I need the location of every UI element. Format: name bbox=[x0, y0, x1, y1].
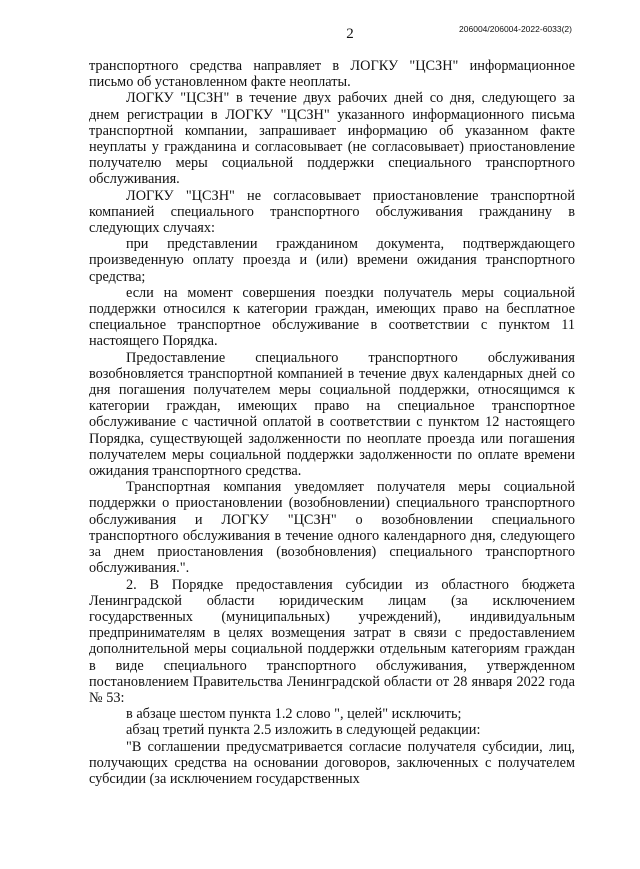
paragraph-9: в абзаце шестом пункта 1.2 слово ", целей" исключить; bbox=[126, 706, 462, 723]
paragraph-5: если на момент совершения поездки получатель меры социальной поддержки относился к категории граждан, имеющих право на бесплатное специальное транспортное обслуживание в соответствии с пунктом 11 настоящего Порядка. bbox=[89, 284, 575, 350]
paragraph-1: транспортного средства направляет в ЛОГКУ "ЦСЗН" информационное письмо об установленном факте неоплаты. bbox=[89, 58, 575, 91]
paragraph-7: Транспортная компания уведомляет получателя меры социальной поддержки о приостановлении (возобновлении) специального транспортного обслуживания и ЛОГКУ "ЦСЗН" о возобновлении специального транспортного обслуживания в течение одного календарного дня, следующего за днем приостановления (возобновления) специального транспортного обслуживания.". bbox=[89, 479, 575, 577]
document-body bbox=[89, 58, 575, 787]
paragraph-10: абзац третий пункта 2.5 изложить в следующей редакции: bbox=[126, 722, 481, 739]
paragraph-11: "В соглашении предусматривается согласие получателя субсидии, лиц, получающих средства на основании договоров, заключенных с получателем субсидии (за исключением государственных bbox=[89, 738, 575, 787]
document-id: 206004/206004-2022-6033(2) bbox=[459, 24, 572, 34]
page-number: 2 bbox=[346, 26, 354, 42]
paragraph-6: Предоставление специального транспортного обслуживания возобновляется транспортной компанией в течение двух календарных дней со дня погашения получателем меры социальной поддержки, относящимся к категории граждан, имеющих право на специальное транспортное обслуживание с частичной оплатой в соответствии с пунктом 12 настоящего Порядка, существующей задолженности по неоплате проезда или погашения получателем меры социальной поддержки задолженности по оплате времени ожидания транспортного средства. bbox=[89, 349, 575, 480]
paragraph-4: при представлении гражданином документа, подтверждающего произведенную оплату проезда и (или) времени ожидания транспортного средства; bbox=[89, 236, 575, 285]
paragraph-8: 2. В Порядке предоставления субсидии из областного бюджета Ленинградской области юридическим лицам (за исключением государственных (муниципальных) учреждений), индивидуальным предпринимателям в целях возмещения затрат в связи с предоставлением дополнительной меры социальной поддержки отдельным категориям граждан в виде специального транспортного обслуживания, утвержденном постановлением Правительства Ленинградской области от 28 января 2022 года № 53: bbox=[89, 576, 575, 706]
paragraph-3: ЛОГКУ "ЦСЗН" не согласовывает приостановление транспортной компанией специального транспортного обслуживания гражданину в следующих случаях: bbox=[89, 187, 575, 237]
paragraph-2: ЛОГКУ "ЦСЗН" в течение двух рабочих дней со дня, следующего за днем регистрации в ЛОГКУ "ЦСЗН" указанного информационного письма транспортной компании, запрашивает информацию об указанном факте неуплаты у гражданина и согласовывает (не согласовывает) приостановление получателю меры социальной поддержки специального транспортного обслуживания. bbox=[89, 90, 575, 188]
